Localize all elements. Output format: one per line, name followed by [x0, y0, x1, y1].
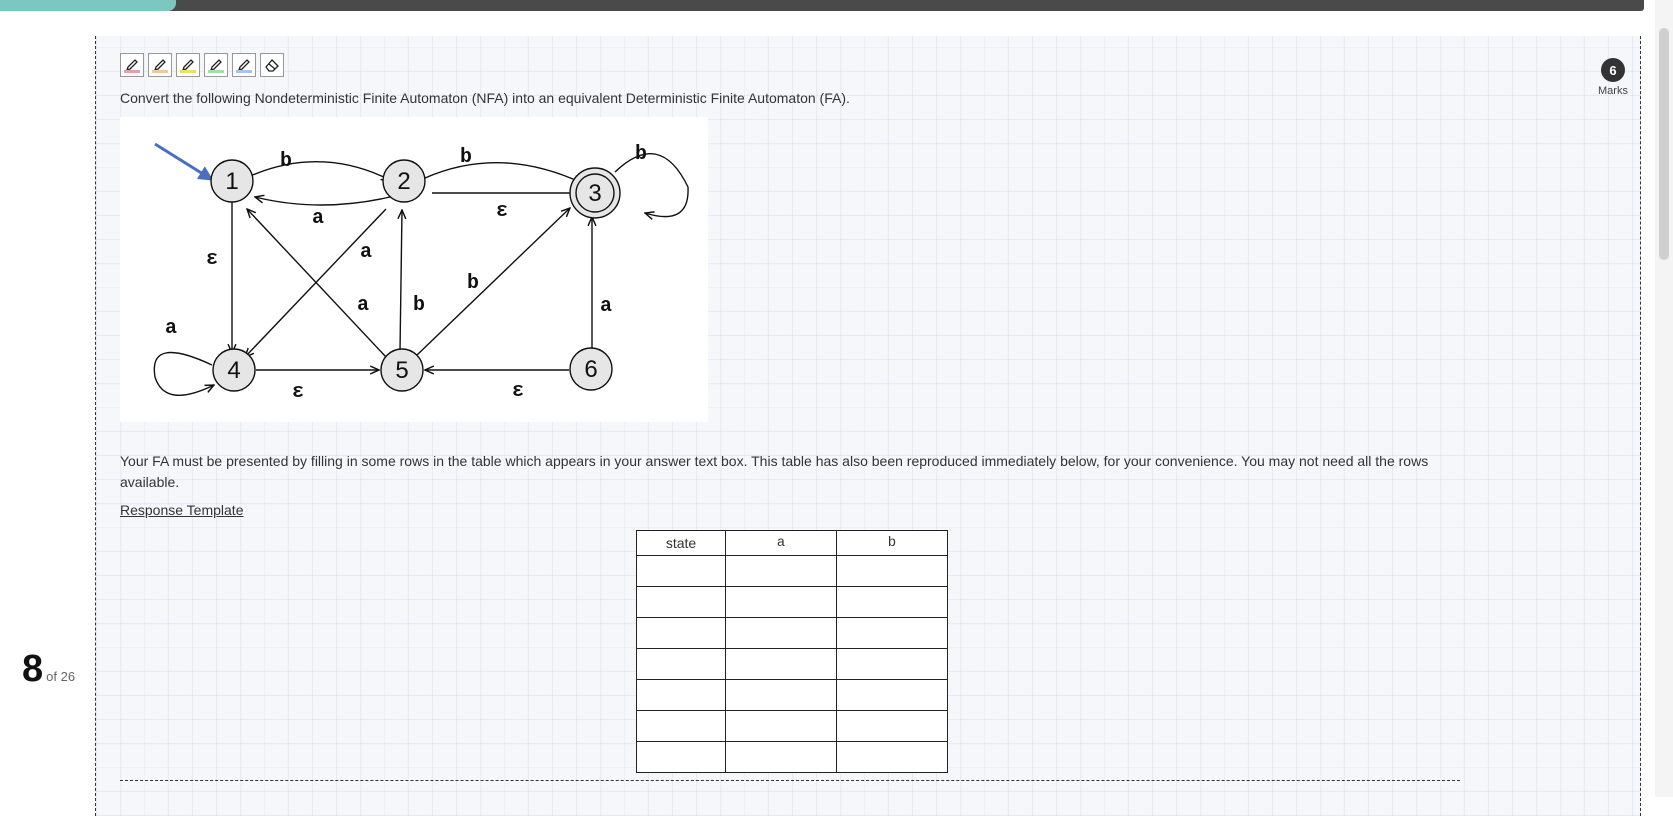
edge-5-3	[417, 208, 570, 355]
label-2-1: a	[312, 207, 325, 230]
eraser-button[interactable]	[260, 53, 284, 77]
table-cell	[837, 742, 948, 773]
table-cell	[637, 680, 726, 711]
state-1	[211, 160, 253, 202]
scrollbar-thumb[interactable]	[1659, 28, 1669, 260]
label-4-4: a	[165, 317, 178, 340]
question-total: of 26	[46, 669, 76, 684]
column-header-state: state	[637, 531, 726, 556]
edge-3-3	[615, 154, 688, 217]
table-cell	[637, 649, 726, 680]
table-cell	[837, 680, 948, 711]
table-cell	[726, 556, 837, 587]
label-2-4: a	[360, 241, 373, 264]
top-bar	[0, 0, 1644, 11]
state-4-label: 4	[227, 357, 241, 384]
table-row	[637, 680, 948, 711]
edge-5-2	[400, 210, 402, 351]
label-5-3: b	[467, 272, 480, 295]
response-template-link[interactable]: Response Template	[120, 502, 244, 518]
response-table	[636, 530, 948, 773]
table-cell	[726, 618, 837, 649]
edge-1-2	[248, 162, 390, 180]
question-number-value: 8	[22, 648, 43, 690]
edge-2-3-b	[425, 163, 582, 183]
pen-color-swatch	[208, 70, 224, 73]
state-6	[570, 348, 612, 390]
table-cell	[837, 711, 948, 742]
orange-pen-button[interactable]	[148, 53, 172, 77]
nfa-diagram	[120, 117, 708, 422]
label-6-5: ε	[512, 380, 525, 403]
edge-2-1	[255, 197, 390, 205]
table-cell	[837, 556, 948, 587]
table-cell	[637, 587, 726, 618]
table-row	[637, 587, 948, 618]
state-3	[570, 168, 620, 218]
label-5-1: a	[357, 294, 370, 317]
section-divider	[120, 780, 1460, 781]
table-row	[637, 556, 948, 587]
state-3-label: 3	[588, 180, 602, 207]
label-6-3: a	[600, 295, 613, 318]
table-cell	[637, 556, 726, 587]
table-row	[637, 649, 948, 680]
label-2-3-b: b	[460, 146, 473, 169]
table-cell	[726, 680, 837, 711]
table-cell	[637, 742, 726, 773]
table-row	[637, 711, 948, 742]
table-cell	[726, 742, 837, 773]
instructions-text: Your FA must be presented by filling in some rows in the table which appears in your answer text box. This table has also been reproduced immediately below, for your convenience. You may not need all the rows available.	[120, 453, 1429, 490]
pen-color-swatch	[236, 70, 252, 73]
scrollbar-track[interactable]	[1655, 0, 1673, 797]
table-cell	[637, 618, 726, 649]
pen-color-swatch	[124, 70, 140, 73]
table-cell	[637, 711, 726, 742]
marks-value: 6	[1601, 58, 1625, 82]
start-arrow	[155, 144, 211, 179]
label-5-2: b	[413, 294, 426, 317]
state-4	[213, 349, 255, 391]
eraser-icon	[264, 57, 280, 73]
table-cell	[726, 649, 837, 680]
state-6-label: 6	[584, 356, 598, 383]
table-cell	[837, 587, 948, 618]
green-pen-button[interactable]	[204, 53, 228, 77]
edge-4-4	[154, 353, 214, 396]
yellow-pen-button[interactable]	[176, 53, 200, 77]
state-2-label: 2	[397, 168, 411, 195]
label-2-3-eps: ε	[496, 200, 509, 223]
progress-tab[interactable]	[0, 0, 176, 11]
table-row	[637, 742, 948, 773]
state-2	[383, 160, 425, 202]
annotation-toolbar	[120, 53, 284, 77]
column-header-b: b	[837, 531, 948, 556]
label-1-2: b	[280, 150, 293, 173]
pen-color-swatch	[152, 70, 168, 73]
red-pen-button[interactable]	[120, 53, 144, 77]
table-cell	[726, 711, 837, 742]
question-number	[22, 648, 75, 691]
state-5-label: 5	[395, 357, 409, 384]
state-5	[381, 349, 423, 391]
table-cell	[837, 649, 948, 680]
question-prompt: Convert the following Nondeterministic Finite Automaton (NFA) into an equivalent Deterministic Finite Automaton (FA).	[120, 90, 850, 106]
table-row	[637, 618, 948, 649]
table-cell	[726, 587, 837, 618]
blue-pen-button[interactable]	[232, 53, 256, 77]
label-1-4: ε	[206, 248, 219, 271]
state-1-label: 1	[225, 168, 239, 195]
pen-color-swatch	[180, 70, 196, 73]
label-4-5: ε	[292, 381, 305, 404]
marks-label: Marks	[1598, 85, 1628, 97]
table-cell	[837, 618, 948, 649]
column-header-a: a	[726, 531, 837, 556]
marks-indicator	[1590, 58, 1636, 97]
table-header-row	[637, 531, 948, 556]
label-3-3: b	[635, 143, 648, 166]
